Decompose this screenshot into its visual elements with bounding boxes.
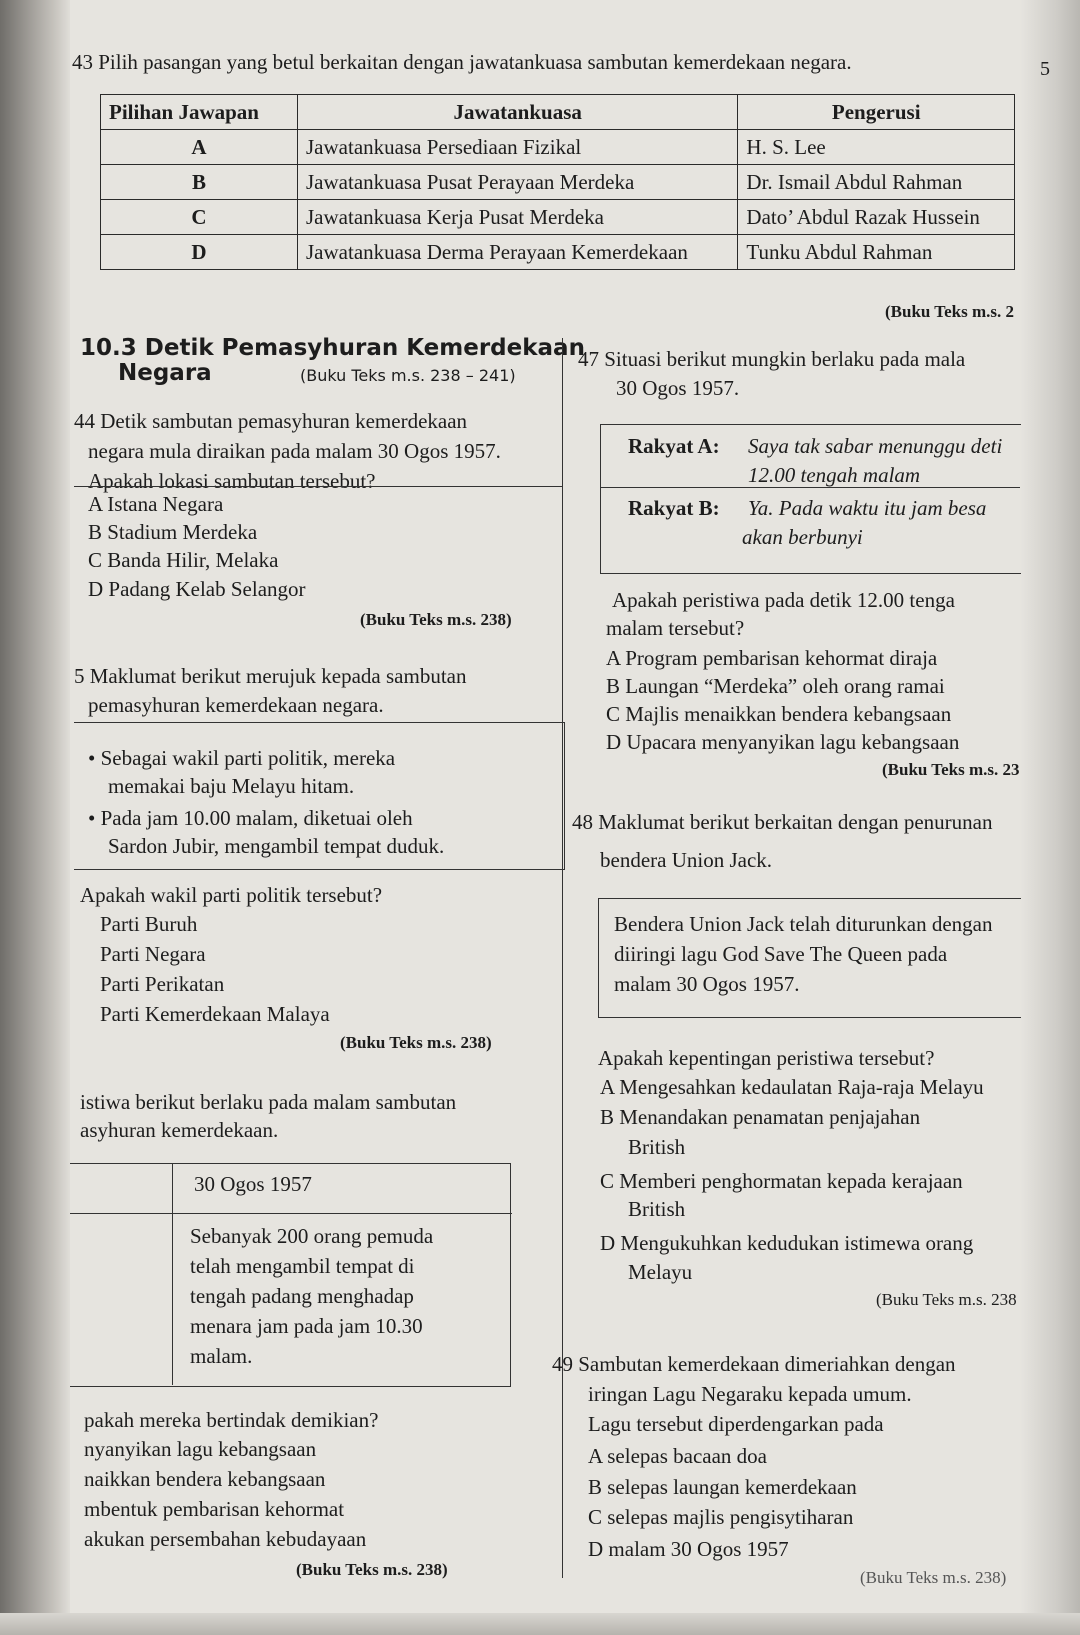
q49-line2: iringan Lagu Negaraku kepada umum. bbox=[588, 1382, 912, 1406]
q46-option-d: akukan persembahan kebudayaan bbox=[84, 1527, 367, 1551]
q48-option-a: A Mengesahkan kedaulatan Raja-raja Melayu bbox=[600, 1075, 984, 1099]
table-header-option: Pilihan Jawapan bbox=[101, 95, 298, 130]
table-row bbox=[101, 200, 1015, 235]
q46-line1: istiwa berikut berlaku pada malam sambutan bbox=[80, 1090, 457, 1114]
column-divider bbox=[562, 338, 563, 1578]
q47-rakyat-a-line1: Saya tak sabar menunggu deti bbox=[748, 434, 1003, 458]
q48-box-line: Bendera Union Jack telah diturunkan dengan bbox=[614, 912, 993, 936]
q46-question: pakah mereka bertindak demikian? bbox=[84, 1408, 379, 1432]
q44-option-c: C Banda Hilir, Melaka bbox=[88, 548, 279, 572]
section-title: 10.3 Detik Pemasyhuran Kemerdekaan bbox=[80, 335, 585, 361]
q45-reference: (Buku Teks m.s. 238) bbox=[340, 1033, 492, 1052]
page-bottom-edge bbox=[0, 1613, 1080, 1635]
q46-option-b: naikkan bendera kebangsaan bbox=[84, 1467, 326, 1491]
q45-question: Apakah wakil parti politik tersebut? bbox=[80, 883, 383, 907]
q45-bullet1-cont: memakai baju Melayu hitam. bbox=[108, 774, 355, 798]
q49-option-d: D malam 30 Ogos 1957 bbox=[588, 1537, 789, 1561]
q43-reference: (Buku Teks m.s. 2 bbox=[885, 302, 1014, 321]
q48-question: Apakah kepentingan peristiwa tersebut? bbox=[598, 1046, 935, 1070]
q43-table bbox=[100, 94, 1015, 270]
q46-option-a: nyanyikan lagu kebangsaan bbox=[84, 1437, 317, 1461]
table-cell-option: A bbox=[101, 130, 298, 165]
table-row bbox=[101, 165, 1015, 200]
q48-option-d-cont: Melayu bbox=[628, 1260, 693, 1284]
q45-line1: 5 Maklumat berikut merujuk kepada sambutan bbox=[74, 664, 467, 688]
q48-option-c: C Memberi penghormatan kepada kerajaan bbox=[600, 1169, 963, 1193]
q46-box-column-line bbox=[172, 1163, 173, 1385]
table-header-committee: Jawatankuasa bbox=[298, 95, 738, 130]
q48-box-line: malam 30 Ogos 1957. bbox=[614, 972, 800, 996]
section-reference: (Buku Teks m.s. 238 – 241) bbox=[300, 366, 516, 385]
q47-rakyat-b-line2: akan berbunyi bbox=[742, 525, 863, 549]
q44-reference: (Buku Teks m.s. 238) bbox=[360, 610, 512, 629]
table-cell-option: D bbox=[101, 235, 298, 270]
q49-line3: Lagu tersebut diperdengarkan pada bbox=[588, 1412, 884, 1436]
q47-question: Apakah peristiwa pada detik 12.00 tenga bbox=[612, 588, 955, 612]
q48-option-b-cont: British bbox=[628, 1135, 686, 1159]
q48-box-line: diiringi lagu God Save The Queen pada bbox=[614, 942, 948, 966]
q45-bullet1: • Sebagai wakil parti politik, mereka bbox=[88, 746, 396, 770]
q47-option-a: A Program pembarisan kehormat diraja bbox=[606, 646, 938, 670]
table-cell-committee: Jawatankuasa Derma Perayaan Kemerdekaan bbox=[298, 235, 738, 270]
divider bbox=[74, 486, 562, 487]
q46-date: 30 Ogos 1957 bbox=[194, 1172, 312, 1196]
q49-option-a: A selepas bacaan doa bbox=[588, 1444, 768, 1468]
q49-reference: (Buku Teks m.s. 238) bbox=[860, 1568, 1007, 1587]
table-header-chair: Pengerusi bbox=[738, 95, 1015, 130]
table-cell-committee: Jawatankuasa Persediaan Fizikal bbox=[298, 130, 738, 165]
q46-reference: (Buku Teks m.s. 238) bbox=[296, 1560, 448, 1579]
q48-line1: 48 Maklumat berikut berkaitan dengan penurunan bbox=[572, 810, 993, 834]
q43-question: 43 Pilih pasangan yang betul berkaitan dengan jawatankuasa sambutan kemerdekaan negara. bbox=[72, 50, 852, 74]
q45-line2: pemasyhuran kemerdekaan negara. bbox=[88, 693, 384, 717]
table-row bbox=[101, 235, 1015, 270]
q46-box-divider bbox=[70, 1213, 512, 1214]
book-spine-shadow bbox=[0, 0, 70, 1635]
q46-event-line: tengah padang menghadap bbox=[190, 1284, 414, 1308]
q47-rakyat-b-line1: Ya. Pada waktu itu jam besa bbox=[748, 496, 987, 520]
q45-bullet2: • Pada jam 10.00 malam, diketuai oleh bbox=[88, 806, 413, 830]
q44-question: Apakah lokasi sambutan tersebut? bbox=[88, 469, 376, 493]
q47-line1: 47 Situasi berikut mungkin berlaku pada mala bbox=[578, 347, 966, 371]
q46-event-line: Sebanyak 200 orang pemuda bbox=[190, 1224, 434, 1248]
q48-option-c-cont: British bbox=[628, 1197, 686, 1221]
table-cell-committee: Jawatankuasa Kerja Pusat Merdeka bbox=[298, 200, 738, 235]
q46-event-line: telah mengambil tempat di bbox=[190, 1254, 415, 1278]
table-cell-committee: Jawatankuasa Pusat Perayaan Merdeka bbox=[298, 165, 738, 200]
q44-line1: 44 Detik sambutan pemasyhuran kemerdekaan bbox=[74, 409, 468, 433]
q46-line2: asyhuran kemerdekaan. bbox=[80, 1118, 279, 1142]
q48-option-b: B Menandakan penamatan penjajahan bbox=[600, 1105, 921, 1129]
q47-line2: 30 Ogos 1957. bbox=[616, 376, 740, 400]
page-edge-shadow bbox=[1020, 0, 1080, 1635]
q45-option-d: Parti Kemerdekaan Malaya bbox=[100, 1002, 330, 1026]
q46-event-line: menara jam pada jam 10.30 bbox=[190, 1314, 423, 1338]
q47-option-c: C Majlis menaikkan bendera kebangsaan bbox=[606, 702, 952, 726]
q46-option-c: mbentuk pembarisan kehormat bbox=[84, 1497, 345, 1521]
q47-reference: (Buku Teks m.s. 23 bbox=[882, 760, 1020, 779]
q44-line2: negara mula diraikan pada malam 30 Ogos 1957. bbox=[88, 439, 501, 463]
q48-reference: (Buku Teks m.s. 238 bbox=[876, 1290, 1017, 1309]
q43-table-header bbox=[101, 95, 1015, 130]
q47-rakyat-a-line2: 12.00 tengah malam bbox=[748, 463, 921, 487]
q48-option-d: D Mengukuhkan kedudukan istimewa orang bbox=[600, 1231, 974, 1255]
q49-line1: 49 Sambutan kemerdekaan dimeriahkan dengan bbox=[552, 1352, 956, 1376]
q45-option-a: Parti Buruh bbox=[100, 912, 198, 936]
section-title-line2: Negara bbox=[118, 360, 212, 386]
table-cell-chair: Tunku Abdul Rahman bbox=[738, 235, 1015, 270]
q46-event-line: malam. bbox=[190, 1344, 253, 1368]
q44-option-b: B Stadium Merdeka bbox=[88, 520, 258, 544]
table-cell-option: B bbox=[101, 165, 298, 200]
q47-rakyat-a-label: Rakyat A: bbox=[628, 434, 720, 458]
table-cell-chair: Dato’ Abdul Razak Hussein bbox=[738, 200, 1015, 235]
q49-option-c: C selepas majlis pengisytiharan bbox=[588, 1505, 854, 1529]
table-cell-chair: H. S. Lee bbox=[738, 130, 1015, 165]
q45-option-c: Parti Perikatan bbox=[100, 972, 225, 996]
q47-question-line2: malam tersebut? bbox=[606, 616, 745, 640]
q44-option-d: D Padang Kelab Selangor bbox=[88, 577, 306, 601]
q48-line2: bendera Union Jack. bbox=[600, 848, 773, 872]
q47-option-d: D Upacara menyanyikan lagu kebangsaan bbox=[606, 730, 960, 754]
q47-rakyat-b-label: Rakyat B: bbox=[628, 496, 720, 520]
table-cell-chair: Dr. Ismail Abdul Rahman bbox=[738, 165, 1015, 200]
q49-option-b: B selepas laungan kemerdekaan bbox=[588, 1475, 857, 1499]
page-number: 5 bbox=[1040, 58, 1050, 80]
q45-option-b: Parti Negara bbox=[100, 942, 206, 966]
q44-option-a: A Istana Negara bbox=[88, 492, 224, 516]
table-cell-option: C bbox=[101, 200, 298, 235]
q47-option-b: B Laungan “Merdeka” oleh orang ramai bbox=[606, 674, 945, 698]
q45-bullet2-cont: Sardon Jubir, mengambil tempat duduk. bbox=[108, 834, 445, 858]
table-row bbox=[101, 130, 1015, 165]
